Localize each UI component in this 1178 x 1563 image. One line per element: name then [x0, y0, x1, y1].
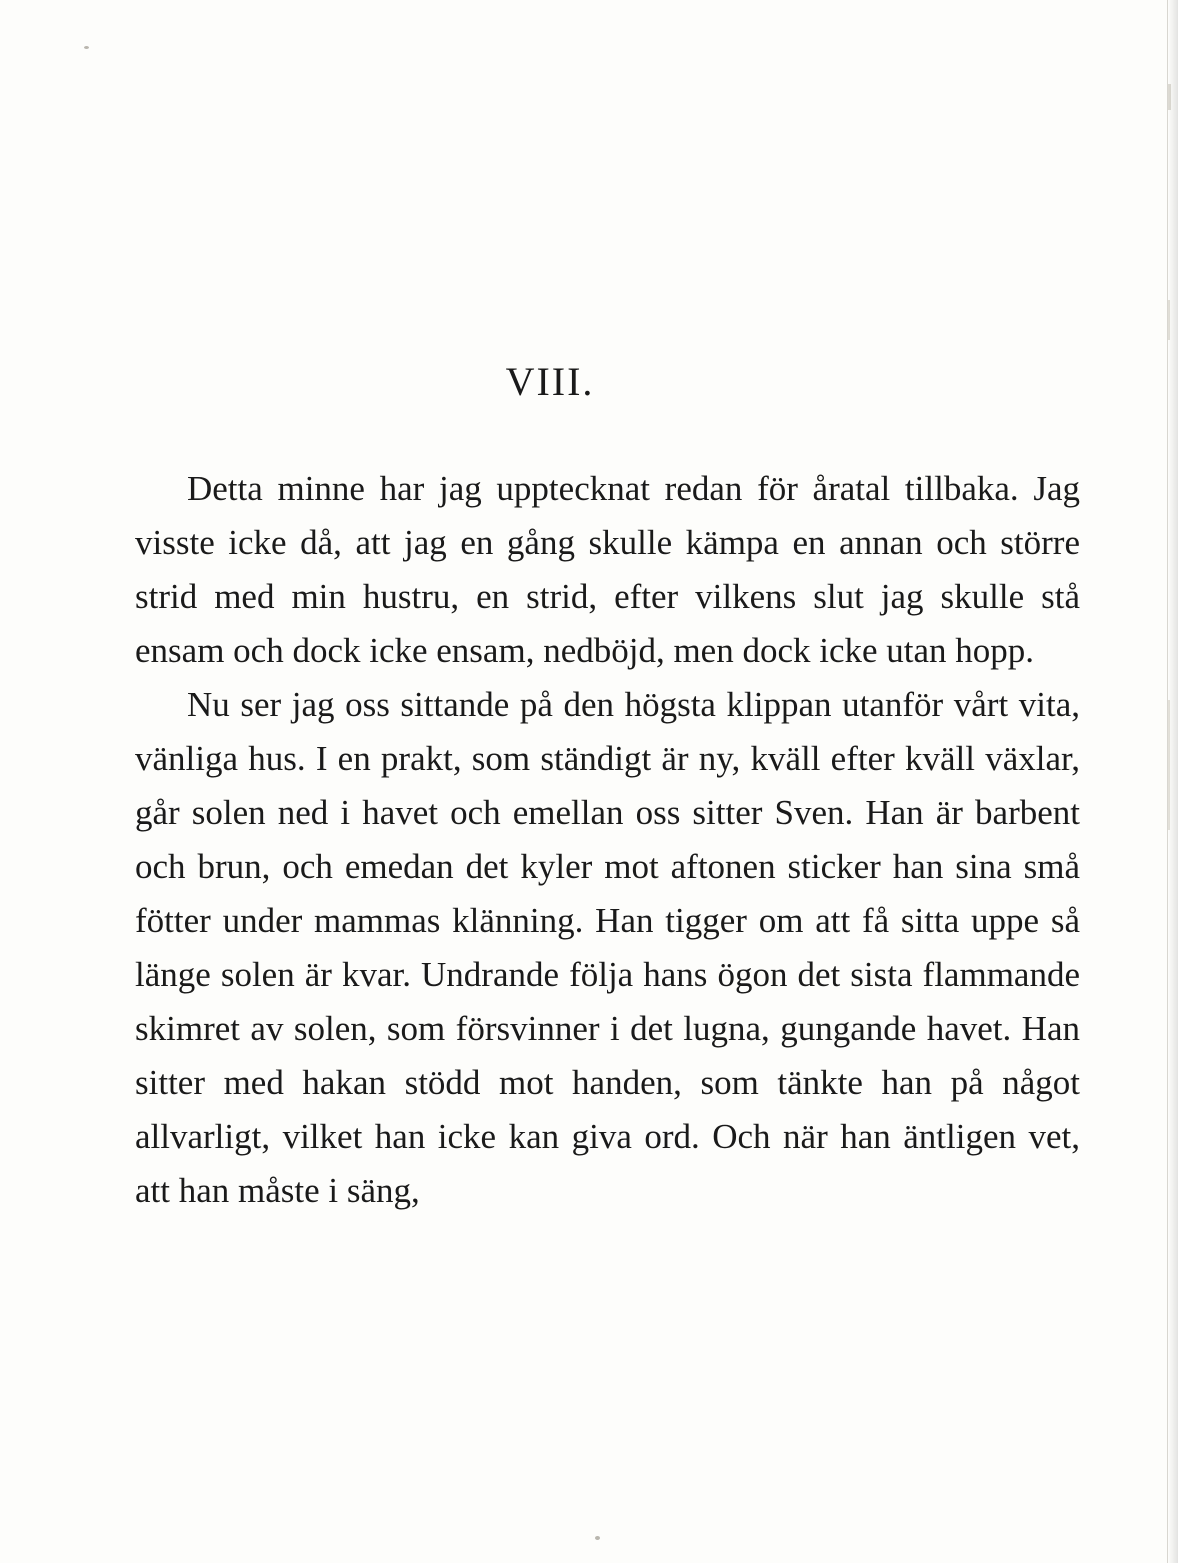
scan-speck	[84, 46, 89, 49]
page-content	[135, 0, 1095, 1563]
paragraph: Nu ser jag oss sittande på den högsta klippan utanför vårt vita, vänliga hus. I en prakt, som ständigt är ny, kväll efter kväll växlar, går solen ned i havet och emellan oss sitter Sven. Han är barbent och brun, och emedan det kyler mot aftonen sticker han sina små fötter under mammas klänning. Han tigger om att få sitta uppe så länge solen är kvar. Undrande följa hans ögon det sista flammande skimret av solen, som försvinner i det lugna, gungande havet. Han sitter med hakan stödd mot handen, som tänkte han på något allvarligt, vilket han icke kan giva ord. Och när han äntligen vet, att han måste i säng,	[135, 685, 1080, 1210]
body-text	[135, 462, 1080, 1218]
page-gutter-shadow	[1168, 0, 1178, 1563]
paragraph: Detta minne har jag upptecknat redan för åratal tillbaka. Jag visste icke då, att jag en gång skulle kämpa en annan och större strid med min hustru, en strid, efter vilkens slut jag skulle stå ensam och dock icke ensam, nedböjd, men dock icke utan hopp.	[135, 469, 1080, 670]
chapter-number: VIII.	[505, 359, 595, 404]
